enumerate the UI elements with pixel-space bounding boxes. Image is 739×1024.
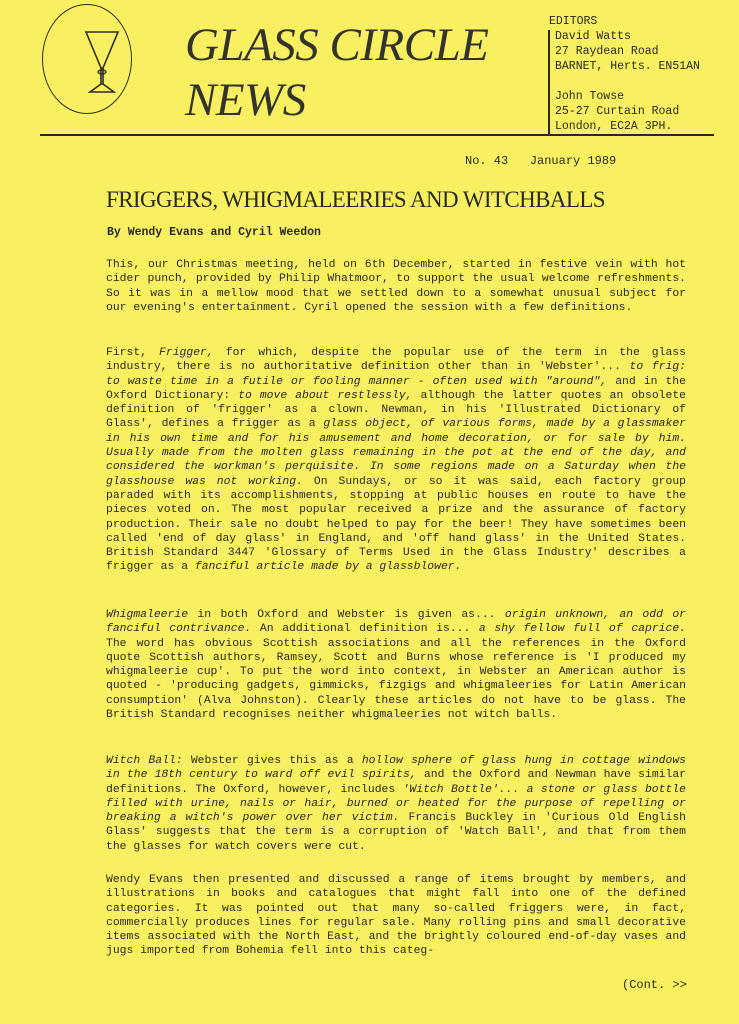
article-byline: By Wendy Evans and Cyril Weedon [107,226,321,239]
editors-block [549,14,700,134]
body-text: Wendy Evans then presented and discussed a range of items brought by members, and illustrations in books and catalogues that might fall into one of the defined categories. It was pointed out that many so-called friggers were, in fact, commercially produces lines for regular sale. Many rolling pins and small decorative items associated with the North East, and the brightly coloured end-of-day vases and jugs imported from Bohemia fell into this categ- [106,874,686,958]
italic-definition-text: hollow sphere of glass hung in cottage windows in the 18th century to ward off evil spirits, [106,755,686,782]
paragraph-frigger [106,346,686,575]
body-text: An additional definition is... [251,623,479,636]
editor1-town: BARNET, Herts. EN51AN [555,60,700,73]
italic-definition-text: Witch Ball: [106,755,183,767]
continued-marker: (Cont. >> [622,978,687,992]
body-text: This, our Christmas meeting, held on 6th December, started in festive vein with hot cider punch, provided by Philip Whatmoor, to support the usual welcome refreshments. So it was in a mellow mood that we settled down to a somewhat unusual subject for our evening's entertainment. Cyril opened the session with a few definitions. [106,259,686,314]
italic-definition-text: to move about restlessly, [238,389,413,402]
masthead-title-line2: NEWS [185,74,306,126]
body-text: for which, despite the popular use of the term in the glass industry, there is no authoritative definition other than in 'Webster'... [106,347,686,374]
body-text: and in the Oxford Dictionary: [106,375,686,402]
italic-definition-text: to frig: to waste time in a futile or fooling manner - often used with "around", [106,361,687,388]
body-text: First, [106,347,160,359]
body-text: On Sundays, or so it was said, each factory group paraded with its accomplishments, stopping at public houses en route to have the pieces voted on. The most popular received a prize and the assurance of factory production. Their sale no doubt helped to pay for the beer! They have sometimes been called 'end of day glass' in England, and 'off hand glass' in the United States. British Standard 3447 'Glossary of Terms Used in the Glass Industry' describes a frigger as a [106,475,687,574]
italic-definition-text: origin unknown, an odd or fanciful contrivance. [106,609,686,636]
paragraph-whigmaleerie [106,608,686,722]
masthead-rule [40,134,714,136]
body-text: Webster gives this as a [182,755,362,767]
article-headline: FRIGGERS, WHIGMALEERIES AND WITCHBALLS [106,187,605,212]
italic-definition-text: Whigmaleerie [106,609,189,621]
body-text: The word has obvious Scottish associations and all the references in the Oxford quote Scottish authors, Ramsey, Scott and Burns whose reference is 'I produced my whigmaleerie cup'. To put the word into context, in Webster an American author is quoted - 'producing gadgets, gimmicks, fizgigs and whigmaleeries for Latin American consumption' (Alva Johnston). Clearly these articles do not have to be glass. The British Standard recognises neither whigmaleeries not witch balls. [106,637,686,722]
issue-number: No. 43 [465,154,509,168]
paragraph-witch-ball [106,754,686,854]
italic-definition-text: Frigger, [159,347,214,359]
body-text: and the Oxford and Newman have similar definitions. The Oxford, however, includes [106,769,686,796]
italic-definition-text: fanciful article made by a glassblower. [194,561,462,574]
editor2-town: London, EC2A 3PH. [555,120,673,133]
editor1-street: 27 Raydean Road [555,45,659,58]
body-text: Francis Buckley in 'Curious Old English Glass' suggests that the term is a corruption of 'Watch Ball', and that from them the glasses for watch covers were cut. [106,812,686,853]
editor1-name: David Watts [555,30,631,43]
italic-definition-text: 'Witch Bottle'... a stone or glass bottle filled with urine, nails or hair, burned or heated for the purpose of repelling or breaking a witch's power over her victim. [106,783,686,825]
masthead-title-line1: GLASS CIRCLE [185,19,489,71]
italic-definition-text: a shy fellow full of caprice. [478,623,687,636]
paragraph-presentation [106,873,686,959]
body-text: although the latter quotes an obsolete definition of 'frigger' as a clown. Newman, in his 'Illustrated Dictionary of Glass', defines a frigger as a [106,389,687,431]
wine-glass-icon [82,30,122,94]
italic-definition-text: glass object, of various forms, made by a glassmaker in his own time and for his amusement and home decoration, or for sale by him. Usually made from the molten glass remaining in the pot at the end of the day, and considered the workman's perquisite. In some regions made on a Saturday when the glasshouse was not working. [106,418,686,488]
editor2-name: John Towse [555,90,625,103]
issue-date: January 1989 [529,154,617,168]
editor2-street: 25-27 Curtain Road [555,105,680,118]
editors-label: EDITORS [549,15,598,28]
paragraph-intro [106,258,686,315]
body-text: in both Oxford and Webster is given as... [188,609,505,621]
issue-info [465,154,616,168]
